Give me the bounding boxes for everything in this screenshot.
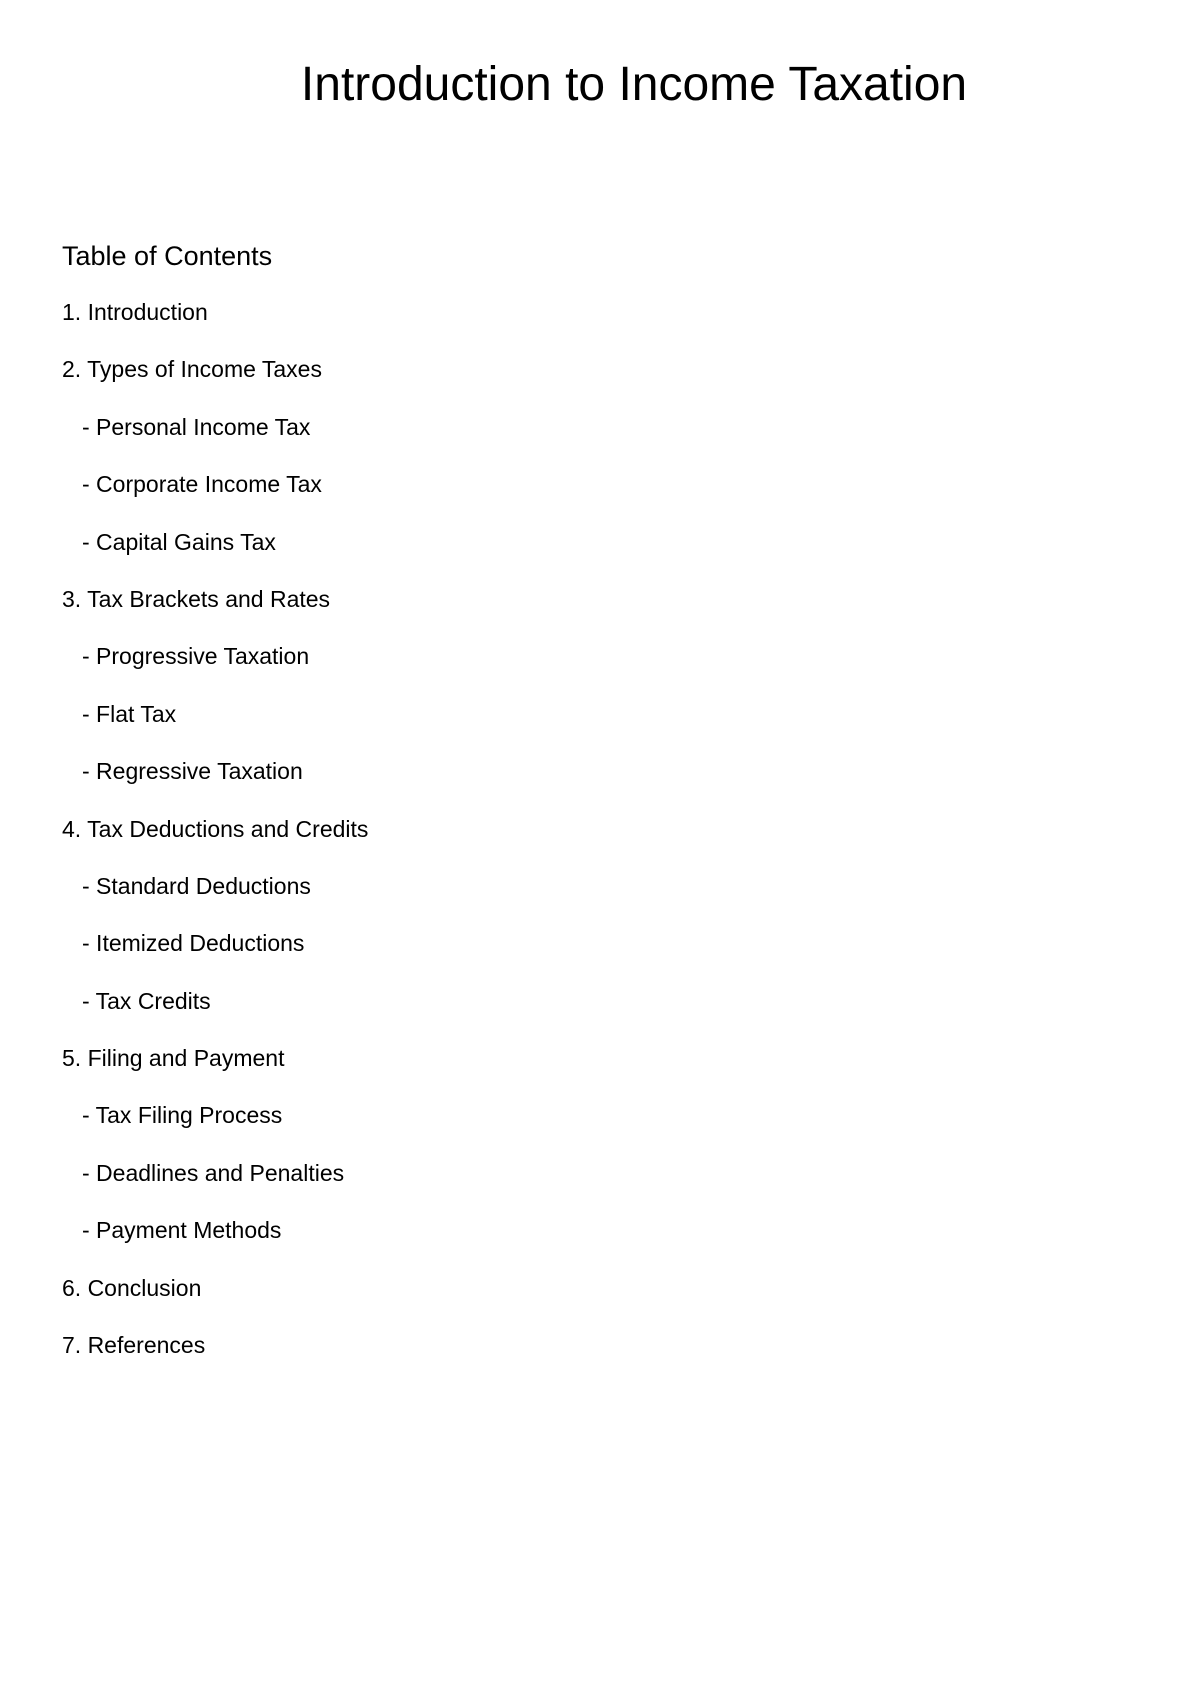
toc-section-item: 4. Tax Deductions and Credits [62,815,369,842]
document-title: Introduction to Income Taxation [300,58,968,111]
toc-subsection-item: - Tax Filing Process [82,1102,283,1129]
toc-heading: Table of Contents [62,241,273,271]
toc-section-item: 7. References [62,1332,206,1359]
toc-subsection-item: - Progressive Taxation [82,643,310,670]
toc-subsection-item: - Itemized Deductions [82,930,305,957]
toc-subsection-item: - Flat Tax [82,700,177,727]
toc-subsection-item: - Deadlines and Penalties [82,1159,345,1186]
toc-subsection-item: - Payment Methods [82,1217,282,1244]
toc-section-item: 6. Conclusion [62,1274,202,1301]
toc-section-item: 1. Introduction [62,299,208,325]
table-of-contents [62,298,368,1388]
toc-subsection-item: - Tax Credits [82,987,211,1014]
toc-subsection-item: - Corporate Income Tax [82,471,322,498]
toc-subsection-item: - Standard Deductions [82,872,311,899]
toc-section-item: 2. Types of Income Taxes [62,356,322,383]
toc-subsection-item: - Regressive Taxation [82,758,303,785]
toc-subsection-item: - Capital Gains Tax [82,528,276,555]
toc-section-item: 3. Tax Brackets and Rates [62,585,331,612]
toc-section-item: 5. Filing and Payment [62,1045,285,1072]
toc-subsection-item: - Personal Income Tax [82,413,311,440]
